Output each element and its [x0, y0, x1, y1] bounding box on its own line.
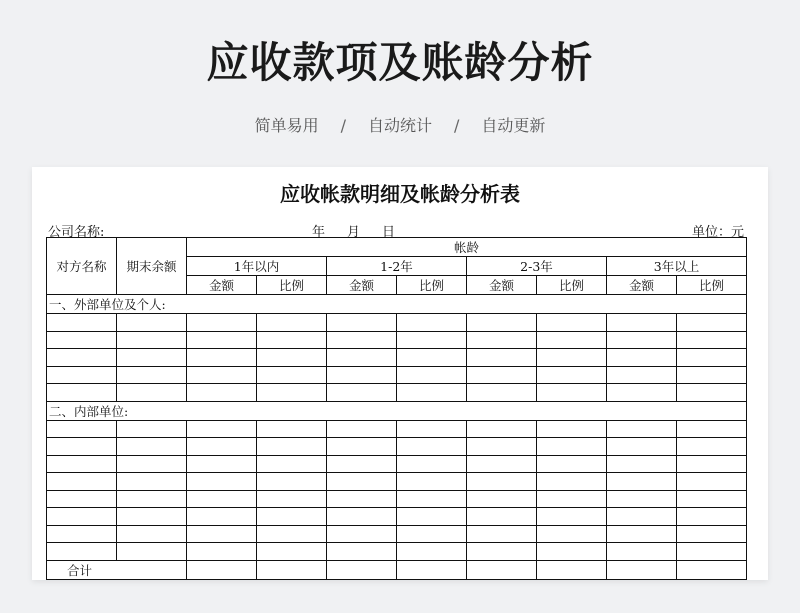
section-external: 一、外部单位及个人:: [47, 295, 747, 314]
aging-table: [46, 237, 747, 580]
feature-separator: /: [454, 116, 460, 135]
table-row: [47, 525, 747, 543]
table-row: [47, 331, 747, 349]
table-row: [47, 438, 747, 456]
header-ratio: 比例: [257, 276, 327, 295]
table-row: [47, 420, 747, 438]
table-row: [47, 473, 747, 491]
day-label: 日: [382, 225, 396, 240]
section-internal: 二、内部单位:: [47, 401, 747, 420]
header-bucket-2: 1-2年: [327, 257, 467, 276]
header-counterparty: 对方名称: [47, 238, 117, 295]
total-row: [47, 560, 747, 579]
header-bucket-4: 3年以上: [607, 257, 747, 276]
table-row: [47, 366, 747, 384]
table-row: [47, 543, 747, 561]
header-ratio: 比例: [537, 276, 607, 295]
header-amount: 金额: [607, 276, 677, 295]
header-bucket-1: 1年以内: [187, 257, 327, 276]
total-label: 合计: [47, 560, 187, 579]
unit-label: 单位：元: [691, 225, 744, 240]
sheet-title: 应收帐款明细及帐龄分析表: [280, 182, 520, 206]
header-ratio: 比例: [677, 276, 747, 295]
table-row: [47, 314, 747, 332]
header-aging: 帐龄: [187, 238, 747, 257]
feature-separator: /: [340, 116, 346, 135]
header-amount: 金额: [327, 276, 397, 295]
feature-auto-update: 自动更新: [481, 116, 546, 135]
page-title: 应收款项及账龄分析: [206, 38, 594, 87]
table-row: [47, 455, 747, 473]
company-name-label: 公司名称:: [48, 225, 105, 240]
table-row: [47, 384, 747, 402]
feature-auto-stats: 自动统计: [367, 116, 432, 135]
spreadsheet-preview: [32, 167, 768, 580]
table-row: [47, 490, 747, 508]
month-label: 月: [347, 225, 361, 240]
table-row: [47, 508, 747, 526]
header-amount: 金额: [467, 276, 537, 295]
feature-easy: 简单易用: [254, 116, 319, 135]
header-ending-balance: 期末余额: [117, 238, 187, 295]
feature-list: [0, 113, 800, 136]
header-bucket-3: 2-3年: [467, 257, 607, 276]
year-label: 年: [312, 225, 326, 240]
table-row: [47, 349, 747, 367]
header-ratio: 比例: [397, 276, 467, 295]
header-amount: 金额: [187, 276, 257, 295]
